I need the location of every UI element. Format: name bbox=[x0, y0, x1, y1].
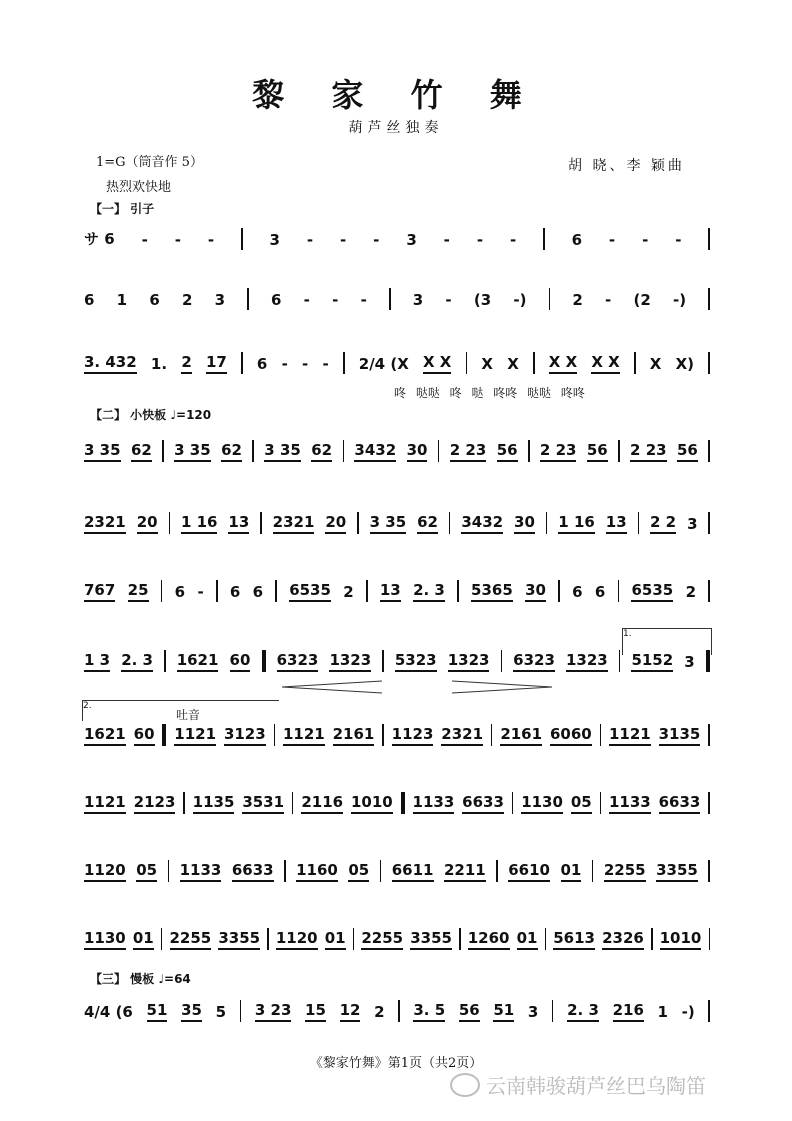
wechat-icon bbox=[450, 1073, 480, 1097]
note: 1 bbox=[116, 291, 128, 309]
note-group: 3531 bbox=[242, 793, 284, 814]
watermark bbox=[450, 1070, 706, 1099]
barline bbox=[168, 860, 170, 882]
note-group: 3 23 bbox=[255, 1001, 292, 1022]
note: - bbox=[332, 291, 339, 309]
barline bbox=[459, 928, 461, 950]
note-group: 5613 bbox=[553, 929, 595, 950]
note-group: 2 23 bbox=[450, 441, 487, 462]
note-group: 767 bbox=[84, 581, 115, 602]
note-group: 3355 bbox=[656, 861, 698, 882]
barline bbox=[638, 512, 640, 534]
note: 5 bbox=[215, 1003, 227, 1021]
barline bbox=[267, 928, 269, 950]
barline bbox=[169, 512, 171, 534]
section-label-intro: 【一】 引子 bbox=[90, 202, 155, 216]
note-group: 3355 bbox=[218, 929, 260, 950]
note-group: 5365 bbox=[471, 581, 513, 602]
note-group: 01 bbox=[561, 861, 582, 882]
note-group: 6535 bbox=[289, 581, 331, 602]
note: 6 bbox=[174, 583, 186, 601]
barline bbox=[275, 580, 277, 602]
note-group: 15 bbox=[305, 1001, 326, 1022]
barline bbox=[491, 724, 493, 746]
note-group: 1323 bbox=[566, 651, 608, 672]
composer-credit: 胡 晓、李 颖曲 bbox=[568, 158, 685, 174]
score-row-1 bbox=[84, 228, 710, 250]
note-group: 3 35 bbox=[174, 441, 211, 462]
note-group: 2255 bbox=[604, 861, 646, 882]
note-group: 1121 bbox=[174, 725, 216, 746]
note-group: 56 bbox=[459, 1001, 480, 1022]
note-group: 216 bbox=[613, 1001, 644, 1022]
score-row-7 bbox=[84, 650, 710, 672]
note: 4/4 (6 bbox=[84, 1003, 133, 1021]
note: 2 bbox=[181, 291, 193, 309]
tempo-marking: 热烈欢快地 bbox=[106, 180, 172, 195]
note-group: 3. 432 bbox=[84, 353, 137, 374]
repeat-start bbox=[262, 650, 266, 672]
note-group: 1133 bbox=[609, 793, 651, 814]
note-group: 2161 bbox=[333, 725, 375, 746]
barline bbox=[164, 650, 166, 672]
note-group: 2326 bbox=[602, 929, 644, 950]
note-group: 1130 bbox=[84, 929, 126, 950]
note-group: 3432 bbox=[354, 441, 396, 462]
note-group: 30 bbox=[407, 441, 428, 462]
note-group: 2. 3 bbox=[567, 1001, 599, 1022]
note-group: 1120 bbox=[84, 861, 126, 882]
note: 2 bbox=[181, 353, 191, 374]
repeat-end bbox=[706, 650, 710, 672]
note-group: 1160 bbox=[296, 861, 338, 882]
note: (3 bbox=[473, 291, 492, 309]
barline bbox=[708, 288, 710, 310]
note: 2 bbox=[685, 583, 696, 601]
note-group: 12 bbox=[340, 1001, 361, 1022]
barline bbox=[389, 288, 391, 310]
note-group: 30 bbox=[525, 581, 546, 602]
note: - bbox=[360, 291, 367, 309]
note: 2 bbox=[572, 291, 583, 309]
note: 6 bbox=[571, 231, 582, 249]
barline bbox=[619, 650, 621, 672]
note: - bbox=[281, 355, 288, 373]
barline bbox=[241, 352, 243, 374]
note: 3 bbox=[412, 291, 424, 309]
note-group: 1133 bbox=[180, 861, 222, 882]
note-group: 1260 bbox=[468, 929, 510, 950]
barline bbox=[496, 860, 498, 882]
note-group: 60 bbox=[134, 725, 155, 746]
note: 3 bbox=[214, 291, 226, 309]
barline bbox=[708, 1000, 710, 1022]
note: - bbox=[322, 355, 329, 373]
barline bbox=[708, 724, 710, 746]
score-row-12 bbox=[84, 1000, 710, 1022]
note-group: 3. 5 bbox=[413, 1001, 445, 1022]
barline bbox=[600, 724, 602, 746]
note: 6 bbox=[149, 291, 160, 309]
note-group: 01 bbox=[517, 929, 538, 950]
note-group: 30 bbox=[514, 513, 535, 534]
note: - bbox=[340, 231, 347, 249]
note-group: 20 bbox=[325, 513, 346, 534]
note: - bbox=[207, 231, 215, 249]
score-row-4 bbox=[84, 440, 710, 462]
note-group: 25 bbox=[128, 581, 149, 602]
note-group: 1121 bbox=[609, 725, 651, 746]
note: - bbox=[174, 231, 181, 249]
note-group: 1121 bbox=[84, 793, 126, 814]
barline bbox=[708, 512, 710, 534]
decrescendo-hairpin bbox=[452, 680, 552, 694]
barline bbox=[216, 580, 218, 602]
barline bbox=[708, 860, 710, 882]
note-group: 1010 bbox=[660, 929, 702, 950]
score-row-10 bbox=[84, 860, 710, 882]
note-group: 5152 bbox=[631, 651, 673, 672]
note: 6 bbox=[256, 355, 268, 373]
note-group: 6633 bbox=[232, 861, 274, 882]
note-group: 35 bbox=[181, 1001, 202, 1022]
note: - bbox=[302, 355, 309, 373]
note-group: 13 bbox=[606, 513, 627, 534]
barline bbox=[457, 580, 459, 602]
barline bbox=[274, 724, 276, 746]
note: 3 bbox=[684, 653, 695, 671]
note: - bbox=[476, 231, 484, 249]
barline bbox=[366, 580, 368, 602]
note-group: 6633 bbox=[659, 793, 701, 814]
note-group: 2 2 bbox=[650, 513, 676, 534]
note-group: 2211 bbox=[444, 861, 486, 882]
barline bbox=[592, 860, 594, 882]
note-group: 3135 bbox=[659, 725, 701, 746]
score-row-8 bbox=[84, 724, 710, 746]
note: -) bbox=[673, 291, 687, 309]
note-group: 2. 3 bbox=[121, 651, 153, 672]
section-label-third: 【三】 慢板 ♩=64 bbox=[90, 972, 191, 986]
score-title: 黎 家 竹 舞 bbox=[252, 76, 540, 114]
note-group: 1 3 bbox=[84, 651, 110, 672]
note: X X bbox=[423, 353, 451, 374]
barline bbox=[558, 580, 560, 602]
note-group: 62 bbox=[417, 513, 438, 534]
note-group: 1010 bbox=[351, 793, 393, 814]
note: - bbox=[605, 291, 612, 309]
barline bbox=[543, 228, 545, 250]
note-group: 6060 bbox=[550, 725, 592, 746]
barline bbox=[552, 1000, 554, 1022]
barline bbox=[600, 792, 602, 814]
note-group: 3355 bbox=[410, 929, 452, 950]
note-group: 1120 bbox=[276, 929, 318, 950]
note-group: 2321 bbox=[84, 513, 126, 534]
barline bbox=[709, 928, 711, 950]
barline bbox=[382, 650, 384, 672]
note: - bbox=[608, 231, 616, 249]
note: - bbox=[373, 231, 380, 249]
barline bbox=[708, 440, 710, 462]
note-group: 05 bbox=[136, 861, 157, 882]
score-row-6 bbox=[84, 580, 710, 602]
note: 3 bbox=[269, 231, 280, 249]
section-label-second: 【二】 小快板 ♩=120 bbox=[90, 408, 212, 422]
note: - bbox=[443, 231, 450, 249]
note-group: 1323 bbox=[448, 651, 490, 672]
note-group: 6611 bbox=[392, 861, 434, 882]
key-signature: 1=G（筒音作 5） bbox=[96, 155, 203, 170]
note-group: 62 bbox=[311, 441, 332, 462]
note-group: 01 bbox=[133, 929, 154, 950]
percussion-syllables: 咚 哒哒 咚 哒 咚咚 哒哒 咚咚 bbox=[394, 386, 585, 400]
note: 17 bbox=[206, 353, 227, 374]
note-group: 56 bbox=[677, 441, 698, 462]
note: 6 bbox=[84, 291, 95, 309]
barline bbox=[545, 928, 547, 950]
note-group: 3123 bbox=[224, 725, 266, 746]
note-group: 2 23 bbox=[540, 441, 577, 462]
note: - bbox=[509, 231, 517, 249]
barline bbox=[438, 440, 440, 462]
note: X X bbox=[549, 353, 577, 374]
note-group: 5323 bbox=[395, 651, 437, 672]
note-group: 1133 bbox=[413, 793, 455, 814]
crescendo-hairpin bbox=[282, 680, 382, 694]
note-group: 05 bbox=[571, 793, 592, 814]
note-group: 2 23 bbox=[630, 441, 667, 462]
note: X bbox=[481, 355, 493, 373]
note-group: 60 bbox=[230, 651, 251, 672]
barline bbox=[618, 440, 620, 462]
note-group: 6323 bbox=[277, 651, 319, 672]
note-group: 2321 bbox=[273, 513, 315, 534]
note-group: 6633 bbox=[462, 793, 504, 814]
note: 6 bbox=[252, 583, 264, 601]
barline bbox=[343, 440, 345, 462]
barline bbox=[501, 650, 503, 672]
barline bbox=[466, 352, 468, 374]
barline bbox=[343, 352, 345, 374]
note-group: 2116 bbox=[301, 793, 343, 814]
note-group: 3432 bbox=[461, 513, 503, 534]
note: X X bbox=[591, 353, 619, 374]
note-group: 1123 bbox=[392, 725, 434, 746]
note: - bbox=[642, 231, 649, 249]
barline bbox=[284, 860, 286, 882]
barline bbox=[260, 512, 262, 534]
note-group: 1135 bbox=[193, 793, 235, 814]
note: - bbox=[141, 231, 148, 249]
note-group: 51 bbox=[493, 1001, 514, 1022]
note-group: 62 bbox=[221, 441, 242, 462]
barline bbox=[292, 792, 294, 814]
page-footer: 《黎家竹舞》第1页（共2页） bbox=[309, 1056, 483, 1071]
note-group: 2123 bbox=[134, 793, 176, 814]
note: 2 bbox=[343, 583, 354, 601]
note-group: 1121 bbox=[283, 725, 325, 746]
note-group: 2161 bbox=[500, 725, 542, 746]
barline bbox=[252, 440, 254, 462]
barline bbox=[240, 1000, 242, 1022]
score-subtitle: 葫芦丝独奏 bbox=[348, 120, 444, 136]
note-group: 3 35 bbox=[84, 441, 121, 462]
score-row-5 bbox=[84, 512, 710, 534]
note-group: 3 35 bbox=[264, 441, 301, 462]
note: X bbox=[507, 355, 519, 373]
watermark-text: 云南韩骏葫芦丝巴乌陶笛 bbox=[486, 1074, 706, 1098]
barline bbox=[241, 228, 243, 250]
note: 6 bbox=[594, 583, 606, 601]
note: (2 bbox=[633, 291, 651, 309]
barline bbox=[549, 288, 551, 310]
note: 6 bbox=[271, 291, 282, 309]
note-group: 2255 bbox=[170, 929, 212, 950]
note-group: 56 bbox=[497, 441, 518, 462]
barline bbox=[708, 352, 710, 374]
barline bbox=[183, 792, 185, 814]
barline bbox=[546, 512, 548, 534]
barline bbox=[618, 580, 620, 602]
note: - bbox=[306, 231, 314, 249]
barline bbox=[634, 352, 636, 374]
barline bbox=[512, 792, 514, 814]
note: X) bbox=[675, 355, 694, 373]
score-row-3 bbox=[84, 352, 710, 374]
barline bbox=[353, 928, 355, 950]
note-group: 6323 bbox=[513, 651, 555, 672]
barline bbox=[533, 352, 535, 374]
note: -) bbox=[513, 291, 527, 309]
note-group: 51 bbox=[147, 1001, 168, 1022]
barline bbox=[708, 228, 710, 250]
note-group: 1621 bbox=[177, 651, 219, 672]
barline bbox=[380, 860, 382, 882]
note-group: 62 bbox=[131, 441, 152, 462]
repeat-end bbox=[401, 792, 405, 814]
note: - bbox=[675, 231, 682, 249]
note: 1. bbox=[150, 355, 168, 373]
note: 6 bbox=[572, 583, 583, 601]
score-row-9 bbox=[84, 792, 710, 814]
note: 3 bbox=[406, 231, 417, 249]
barline bbox=[449, 512, 451, 534]
note: 2/4 (X bbox=[358, 355, 409, 373]
barline bbox=[528, 440, 530, 462]
note: 1 bbox=[657, 1003, 668, 1021]
barline bbox=[247, 288, 249, 310]
note-group: 6610 bbox=[508, 861, 550, 882]
barline bbox=[161, 928, 163, 950]
barline bbox=[162, 440, 164, 462]
note: 3 bbox=[527, 1003, 539, 1021]
note: - bbox=[303, 291, 310, 309]
volta-bracket-2: 2. bbox=[82, 700, 279, 721]
note: 2 bbox=[374, 1003, 385, 1021]
note: X bbox=[649, 355, 662, 373]
barline bbox=[708, 792, 710, 814]
note-group: 20 bbox=[137, 513, 158, 534]
note-group: 1 16 bbox=[558, 513, 595, 534]
note: - bbox=[445, 291, 452, 309]
tuyin-annotation: 吐音 bbox=[176, 708, 201, 722]
note: 6 bbox=[229, 583, 241, 601]
note-group: 1323 bbox=[329, 651, 371, 672]
score-row-11 bbox=[84, 928, 710, 950]
note-group: 2. 3 bbox=[413, 581, 445, 602]
barline bbox=[161, 580, 163, 602]
note: サ 6 bbox=[84, 230, 115, 248]
note: 3 bbox=[687, 515, 698, 533]
barline bbox=[651, 928, 653, 950]
note-group: 05 bbox=[348, 861, 369, 882]
barline bbox=[357, 512, 359, 534]
note-group: 13 bbox=[380, 581, 401, 602]
repeat-start bbox=[162, 724, 166, 746]
note: -) bbox=[681, 1003, 695, 1021]
note-group: 1130 bbox=[521, 793, 563, 814]
note-group: 01 bbox=[325, 929, 346, 950]
note-group: 13 bbox=[228, 513, 249, 534]
note-group: 56 bbox=[587, 441, 608, 462]
note-group: 2255 bbox=[361, 929, 403, 950]
barline bbox=[398, 1000, 400, 1022]
barline bbox=[382, 724, 384, 746]
note-group: 6535 bbox=[631, 581, 673, 602]
barline bbox=[708, 580, 710, 602]
note-group: 2321 bbox=[441, 725, 483, 746]
note-group: 1621 bbox=[84, 725, 126, 746]
score-row-2 bbox=[84, 288, 710, 310]
note-group: 3 35 bbox=[370, 513, 407, 534]
note: - bbox=[197, 583, 204, 601]
volta-bracket-1: 1. bbox=[622, 628, 712, 655]
note-group: 1 16 bbox=[181, 513, 218, 534]
